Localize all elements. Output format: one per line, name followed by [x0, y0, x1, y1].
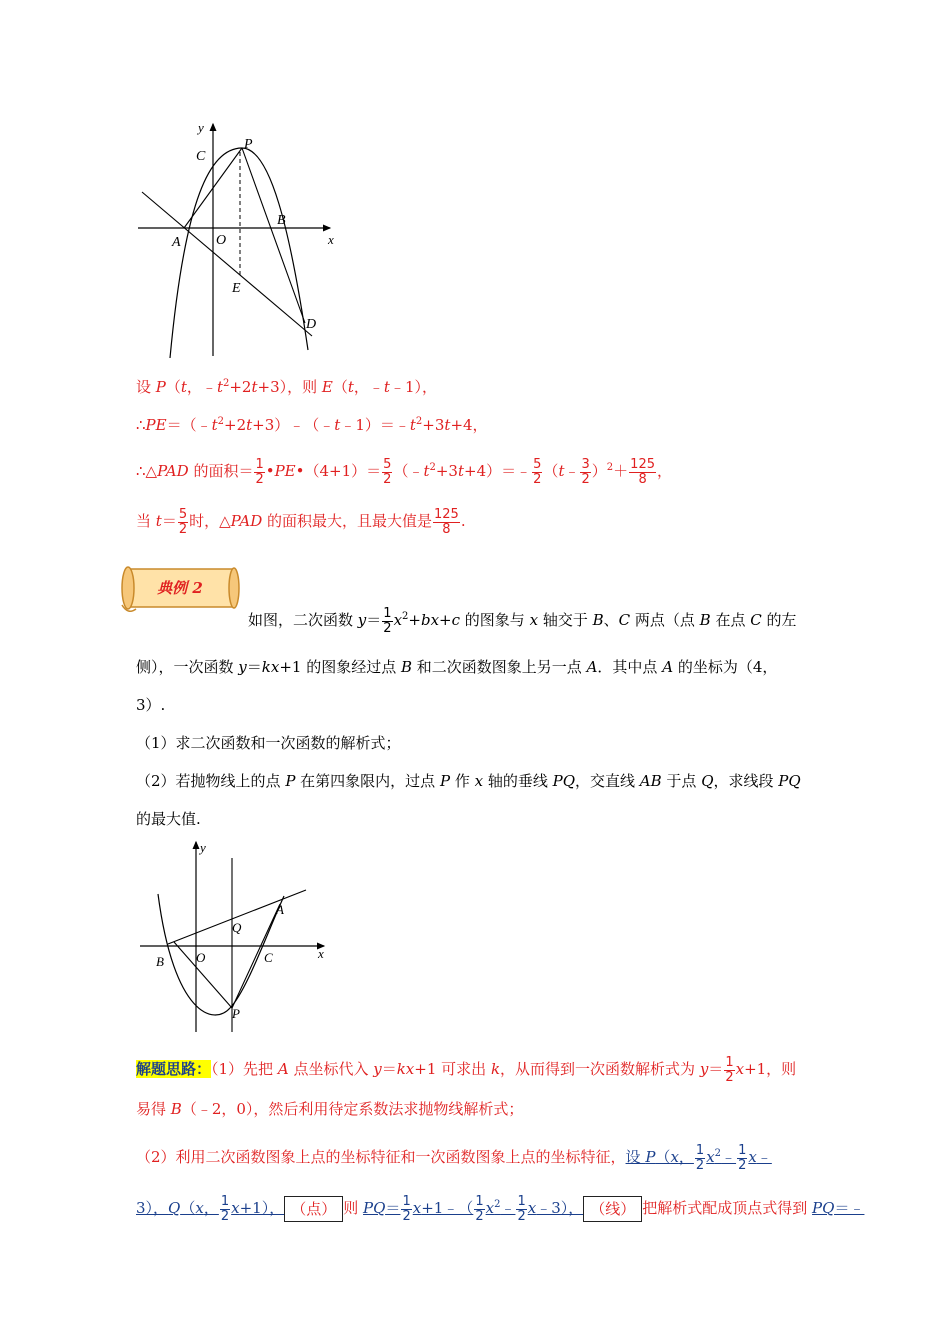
label-o: O [196, 950, 206, 965]
label-c: C [196, 149, 206, 164]
example-paragraph-2: 侧），一次函数 y＝kx+1 的图象经过点 B 和二次函数图象上另一点 A．其中点 A 的坐标为（4， [136, 658, 778, 676]
label-c: C [264, 950, 273, 965]
solution-line-4: 当 t＝ $\frac{5}{2}$ 时，△PAD 的面积最大，且最大值是 $\frac{125}{8}$ . [136, 506, 466, 537]
label-y: y [200, 840, 206, 855]
parabola [170, 148, 308, 358]
figure-parabola-pad [130, 118, 340, 360]
label-b: B [277, 213, 286, 228]
point-box: （点） [284, 1196, 343, 1222]
label-d: D [306, 317, 317, 332]
thinking-line-2: 易得 B（﹣2，0），然后利用待定系数法求抛物线解析式； [136, 1100, 524, 1118]
thinking-line-3: （2）利用二次函数图象上点的坐标特征和一次函数图象上点的坐标特征，设 P（x， $\frac{1}{2}$ $x^2﹣$ $\frac{1}{2}$ x﹣ [136, 1142, 772, 1173]
question-1: （1）求二次函数和一次函数的解析式； [136, 734, 401, 752]
label-a: A [172, 235, 181, 250]
solution-line-1: 设 P（t，$﹣t^2+2t+3$），则 E（t，﹣t﹣1）， [136, 378, 437, 396]
label-a: A [276, 902, 284, 917]
thinking-label: 解题思路： [136, 1060, 212, 1078]
line-ab [168, 890, 306, 944]
solution-line-2: $\therefore PE=(﹣t^2+2t+3)﹣(﹣t﹣1)=﹣t^2+3t+4$， [136, 416, 488, 434]
label-o: O [216, 233, 227, 248]
label-p: P [232, 1006, 240, 1021]
example-paragraph-1: 如图，二次函数 y＝ $\frac{1}{2}$ $x^2+bx+c$ 的图象与 x 轴交于 B、C 两点（点 B 在点 C 的左 [248, 605, 797, 636]
solution-line-3: ∴△PAD 的面积＝ $\frac{1}{2}$ •PE•（4+1）＝ $\frac{5}{2}$ $(﹣t^2+3t+4)=﹣$ $\frac{5}{2}$ （t﹣ $\frac{3}{2}$ ）$^2$＋ $\frac{125}{8}$ ， [136, 456, 673, 487]
example-badge [118, 565, 242, 615]
label-y: y [198, 120, 204, 135]
thinking-line-4: 3），Q（x， $\frac{1}{2}$ x+1）， （点） 则 PQ＝ $\frac{1}{2}$ x+1﹣（ $\frac{1}{2}$ $x^2﹣$ $\frac{1}{2}$ x﹣3）， （线） 把解析式配成顶点式得到 PQ＝﹣ [136, 1193, 865, 1224]
line-ad [142, 192, 312, 336]
figure-parabola-pq [134, 836, 334, 1036]
example-paragraph-3: 3）. [136, 696, 166, 714]
example-badge-label: 典例 2 [157, 578, 203, 597]
label-x: x [328, 232, 334, 247]
question-2: （2）若抛物线上的点 P 在第四象限内，过点 P 作 x 轴的垂线 PQ，交直线 AB 于点 Q，求线段 PQ [136, 772, 801, 790]
label-b: B [156, 954, 164, 969]
question-3: 的最大值. [136, 810, 201, 828]
label-p: P [244, 137, 253, 152]
label-x: x [318, 946, 324, 961]
line-box: （线） [583, 1196, 642, 1222]
segment-pd [242, 148, 305, 323]
label-e: E [232, 281, 241, 296]
thinking-line-1: 解题思路：（1）先把 A 点坐标代入 y＝kx+1 可求出 k，从而得到一次函数解析式为 y＝ $\frac{1}{2}$ x+1，则 [136, 1054, 797, 1085]
label-q: Q [232, 920, 242, 935]
